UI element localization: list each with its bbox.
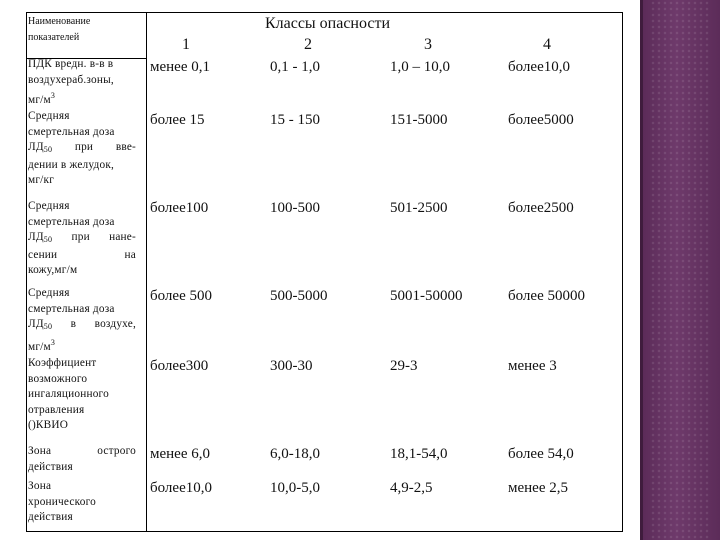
value-class-3: 4,9-2,5	[390, 480, 433, 496]
row-label-line: $мг/м^3$	[28, 91, 56, 106]
table-border-top	[26, 12, 623, 13]
value-class-4: более10,0	[508, 59, 570, 75]
row-label-line: $мг/м^3$	[28, 337, 56, 353]
row-label-line: действия	[28, 460, 73, 473]
value-class-3: 501-2500	[390, 200, 448, 216]
value-class-1: менее 6,0	[150, 446, 210, 462]
value-class-2: 6,0-18,0	[270, 446, 320, 462]
value-class-3: 29-3	[390, 358, 418, 374]
class-number-1: 1	[182, 36, 190, 53]
row-label-line: Зона	[28, 480, 52, 492]
value-class-4: более 50000	[508, 288, 585, 304]
row-label-line: сении на	[28, 248, 136, 261]
value-class-3: 18,1-54,0	[390, 446, 448, 462]
value-class-4: более 54,0	[508, 446, 574, 462]
row-label-line: $ЛД_{50}$ в воздухе,	[28, 318, 136, 331]
row-label	[28, 356, 140, 434]
value-class-3: 5001-50000	[390, 288, 463, 304]
value-class-4: менее 2,5	[508, 480, 568, 496]
row-label-line: Средняя	[28, 287, 70, 299]
row-label-line: хронического	[28, 495, 96, 508]
row-label-line: смертельная доза	[28, 125, 115, 138]
row-label	[28, 444, 136, 475]
hazard-classes-title: Классы опасности	[264, 15, 391, 32]
row-label-line: возможного	[28, 372, 88, 385]
row-label-line: ПДК вредн. в-в в	[28, 58, 114, 70]
row-label-line: отравления	[28, 403, 85, 416]
value-class-1: менее 0,1	[150, 59, 210, 75]
class-number-2: 2	[304, 36, 312, 53]
value-class-4: более2500	[508, 200, 574, 216]
row-label-line: ()КВИО	[28, 419, 69, 431]
row-label-line: воздухераб.зоны,	[28, 73, 114, 86]
row-label-line: мг/кг	[28, 174, 55, 186]
value-class-1: более100	[150, 200, 209, 216]
row-label-line: Средняя	[28, 200, 70, 212]
value-class-4: менее 3	[508, 358, 557, 374]
row-label-line: действия	[28, 511, 73, 523]
row-label-line: Средняя	[28, 110, 70, 122]
value-class-4: более5000	[508, 112, 574, 128]
row-label-line: дении в желудок,	[28, 158, 115, 171]
class-number-4: 4	[543, 36, 551, 53]
header-label: Наименование показателей	[28, 16, 91, 43]
row-label	[28, 199, 136, 279]
row-label-line: $ЛД_{50}$ при нане-	[28, 231, 136, 244]
value-class-2: 500-5000	[270, 288, 328, 304]
table-border-right	[622, 12, 623, 532]
row-label-line: Зона острого	[28, 445, 136, 457]
value-class-1: более 500	[150, 288, 212, 304]
row-label	[28, 286, 136, 355]
row-label	[28, 479, 140, 526]
row-label-line: кожу,мг/м	[28, 264, 78, 276]
table-border-left	[26, 12, 27, 532]
row-label-line: смертельная доза	[28, 302, 115, 315]
class-number-3: 3	[424, 36, 432, 53]
value-class-2: 0,1 - 1,0	[270, 59, 320, 75]
value-class-1: более300	[150, 358, 209, 374]
value-class-1: более 15	[150, 112, 205, 128]
row-label	[28, 57, 140, 108]
sidebar-texture	[650, 0, 710, 540]
decorative-sidebar	[640, 0, 720, 540]
value-class-3: 151-5000	[390, 112, 448, 128]
value-class-1: более10,0	[150, 480, 212, 496]
row-label-line: Коэффициент	[28, 357, 97, 369]
row-label-line: ингаляционного	[28, 388, 109, 400]
row-label	[28, 109, 136, 189]
value-class-2: 15 - 150	[270, 112, 320, 128]
hazard-classes-table	[26, 12, 623, 532]
row-label-line: $ЛД_{50}$ при вве-	[28, 141, 136, 154]
value-class-2: 10,0-5,0	[270, 480, 320, 496]
table-border-bottom	[26, 531, 623, 532]
sidebar-edge	[640, 0, 643, 540]
value-class-2: 300-30	[270, 358, 313, 374]
column-divider	[146, 12, 147, 532]
row-label-line: смертельная доза	[28, 215, 115, 228]
value-class-2: 100-500	[270, 200, 320, 216]
value-class-3: 1,0 – 10,0	[390, 59, 450, 75]
